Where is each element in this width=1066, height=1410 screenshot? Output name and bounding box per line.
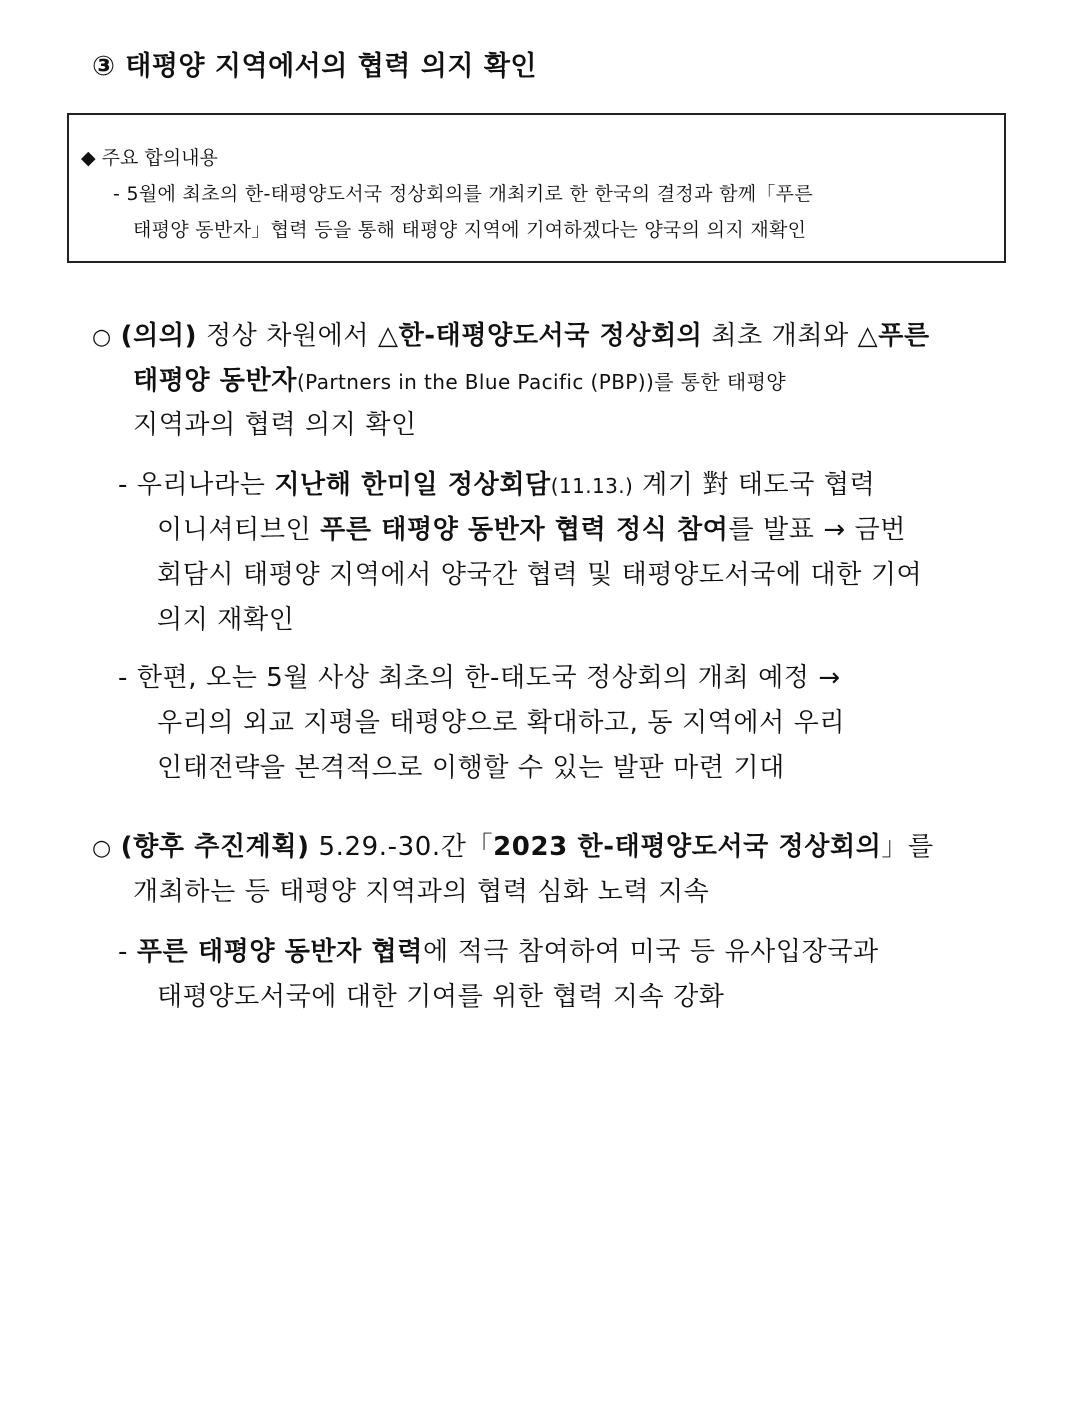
text-run: 최초 개최와 △ [711, 321, 879, 351]
sub-bullet-line [118, 931, 879, 968]
text-run: 이니셔티브인 [157, 515, 312, 545]
sub-bullet-line [157, 509, 906, 546]
text-run: 5.29.-30.간「 [318, 832, 494, 862]
sub-bullet-line: 우리의 외교 지평을 태평양으로 확대하고, 동 지역에서 우리 [157, 708, 846, 738]
significance-line-2 [133, 360, 786, 397]
bold-run: 태평양 동반자 [133, 366, 297, 396]
bold-run: 2023 한-태평양도서국 정상회의 [493, 832, 882, 862]
bold-run: 푸른 [878, 321, 930, 351]
sub-bullet-line: - 한편, 오는 5월 사상 최초의 한-태도국 정상회의 개최 예정 → [118, 663, 841, 693]
future-plan-line-2: 개최하는 등 태평양 지역과의 협력 심화 노력 지속 [133, 877, 710, 907]
bold-run: 한-태평양도서국 정상회의 [398, 321, 703, 351]
bold-run: 지난해 한미일 정상회담 [274, 470, 551, 500]
sub-bullet-line: 인태전략을 본격적으로 이행할 수 있는 발판 마련 기대 [157, 753, 785, 783]
summary-box [67, 113, 1006, 263]
future-plan-label: (향후 추진계획) [120, 832, 310, 862]
section-title: ③ 태평양 지역에서의 협력 의지 확인 [92, 51, 538, 82]
bold-run: 푸른 태평양 동반자 협력 [136, 937, 423, 967]
sub-bullet-line: 태평양도서국에 대한 기여를 위한 협력 지속 강화 [157, 982, 725, 1012]
text-run: 정상 차원에서 △ [205, 321, 399, 351]
circle-bullet-icon: ○ [92, 836, 112, 861]
text-run: (11.13.) [550, 474, 634, 498]
text-run: (Partners in the Blue Pacific (PBP))를 통한 태평양 [296, 370, 787, 394]
circle-bullet-icon: ○ [92, 325, 112, 350]
text-run: - 우리나라는 [118, 470, 266, 500]
summary-heading: ◆ 주요 합의내용 [81, 147, 218, 169]
sub-bullet-line [118, 464, 875, 501]
significance-line-3: 지역과의 협력 의지 확인 [133, 410, 417, 440]
future-plan-line-1 [92, 826, 934, 863]
text-run: 」를 [881, 832, 934, 862]
text-run: 를 발표 → 금번 [728, 515, 907, 545]
significance-line-1 [92, 315, 930, 352]
summary-line: 태평양 동반자」협력 등을 통해 태평양 지역에 기여하겠다는 양국의 의지 재확인 [133, 219, 807, 241]
sub-bullet-line: 의지 재확인 [157, 605, 295, 635]
summary-line: - 5월에 최초의 한-태평양도서국 정상회의를 개최키로 한 한국의 결정과 함께「푸른 [113, 183, 813, 205]
bold-run: 푸른 태평양 동반자 협력 정식 참여 [320, 515, 729, 545]
sub-bullet-line: 회담시 태평양 지역에서 양국간 협력 및 태평양도서국에 대한 기여 [157, 560, 923, 590]
text-run: 에 적극 참여하여 미국 등 유사입장국과 [422, 937, 879, 967]
significance-label: (의의) [120, 321, 198, 351]
text-run: - [118, 937, 128, 967]
text-run: 계기 對 태도국 협력 [642, 470, 876, 500]
